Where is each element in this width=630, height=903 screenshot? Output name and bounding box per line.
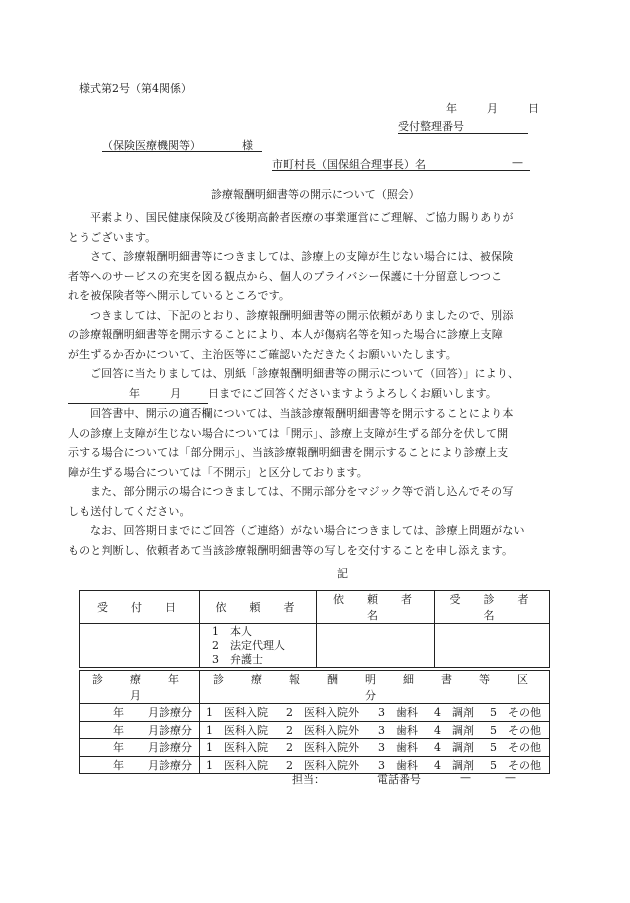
request-table xyxy=(79,590,550,668)
category-cell[interactable] xyxy=(200,721,550,739)
category-option: 5 その他 xyxy=(490,758,541,772)
header-reception-date: 受 付 日 xyxy=(80,591,200,624)
paragraph-line: 障が生ずる場合については「不開示」と区分しております。 xyxy=(68,465,368,479)
category-cell[interactable] xyxy=(200,704,550,722)
sender-label: 市町村長（国保組合理事長）名 xyxy=(272,158,426,171)
category-cell[interactable] xyxy=(200,756,550,774)
category-option: 2 医科入院外 xyxy=(286,758,359,772)
patient-name-cell[interactable] xyxy=(435,624,550,668)
row-year: 年 xyxy=(113,758,124,772)
category-option: 1 医科入院 xyxy=(206,723,268,737)
category-option: 4 調剤 xyxy=(434,706,474,720)
reception-number-label: 受付整理番号 xyxy=(398,120,464,133)
row-month: 月診療分 xyxy=(148,723,192,737)
paragraph-3 xyxy=(68,306,557,365)
phone-label: 電話番号 xyxy=(377,773,421,786)
date-line xyxy=(446,100,539,116)
table-row xyxy=(80,739,550,757)
paragraph-line: 者等へのサービスの充実を図る観点から、個人のプライバシー保護に十分留意しつつこ xyxy=(68,269,503,283)
header-requester: 依 頼 者 xyxy=(200,591,317,624)
row-month: 月診療分 xyxy=(148,758,192,772)
paragraph-line: 回答書中、開示の適否欄については、当該診療報酬明細書等を開示することにより本 xyxy=(90,407,514,420)
header-category: 診 療 報 酬 明 細 書 等 区 分 xyxy=(200,671,550,704)
paragraph-line: とうございます。 xyxy=(68,230,157,244)
reply-month: 月 xyxy=(170,386,182,400)
reply-request-line2: 日までにご回答くださいますようよろしくお願いします。 xyxy=(208,386,498,400)
category-option: 4 調剤 xyxy=(434,723,474,737)
row-month: 月診療分 xyxy=(148,706,192,720)
sender-dash: — xyxy=(512,156,523,169)
paragraph-5 xyxy=(68,482,557,521)
category-option: 2 医科入院外 xyxy=(286,723,359,737)
reply-year: 年 xyxy=(129,386,141,400)
reply-request-line1: ご回答に当たりましては、別紙「診療報酬明細書等の開示について（回答）」により、 xyxy=(90,367,520,380)
row-year: 年 xyxy=(113,706,124,720)
paragraph-line: つきましては、下記のとおり、診療報酬明細書等の開示依頼がありましたので、別添 xyxy=(90,308,514,322)
paragraph-line: さて、診療報酬明細書等につきましては、診療上の支障が生じない場合には、被保険 xyxy=(90,250,514,263)
reception-number-line xyxy=(398,133,528,134)
date-day: 日 xyxy=(528,102,539,115)
requester-option: 3 弁護士 xyxy=(212,653,263,666)
category-option: 5 その他 xyxy=(490,741,541,755)
category-option: 2 医科入院外 xyxy=(286,741,359,755)
requester-option: 1 本人 xyxy=(212,625,252,638)
treatment-month-cell[interactable] xyxy=(80,756,200,774)
ki-marker: 記 xyxy=(337,567,348,580)
table-row xyxy=(80,704,550,722)
treatment-month-cell[interactable] xyxy=(80,704,200,722)
addressee-line xyxy=(102,151,262,152)
requester-options-cell[interactable] xyxy=(200,624,317,668)
phone-dash-2: — xyxy=(505,771,516,784)
date-month: 月 xyxy=(487,102,498,115)
treatment-month-cell[interactable] xyxy=(80,721,200,739)
form-number: 様式第2号（第4関係） xyxy=(79,82,192,95)
body-paragraphs xyxy=(68,208,557,560)
category-option: 2 医科入院外 xyxy=(286,706,359,720)
paragraph-line: しも送付してください。 xyxy=(68,504,191,518)
paragraph-line: また、部分開示の場合につきましては、不開示部分をマジック等で消し込んでその写 xyxy=(90,485,514,498)
header-requester-name: 依 頼 者 名 xyxy=(317,591,435,624)
paragraph-6 xyxy=(68,521,557,560)
category-option: 1 医科入院 xyxy=(206,758,268,772)
paragraph-line: の診療報酬明細書等を開示することにより、本人が傷病名等を知った場合に診療上支障 xyxy=(68,328,503,341)
table-row xyxy=(80,721,550,739)
category-option: 1 医科入院 xyxy=(206,706,268,720)
row-year: 年 xyxy=(113,741,124,755)
treatment-month-cell[interactable] xyxy=(80,739,200,757)
requester-name-cell[interactable] xyxy=(317,624,435,668)
paragraph-line: 示する場合については「部分開示」、当該診療報酬明細書を開示することにより診療上支 xyxy=(68,446,509,459)
category-option: 5 その他 xyxy=(490,706,541,720)
header-treatment-month: 診 療 年 月 xyxy=(80,671,200,704)
paragraph-line: 平素より、国民健康保険及び後期高齢者医療の事業運営にご理解、ご協力賜りありが xyxy=(90,211,514,224)
paragraph-1 xyxy=(68,208,557,247)
phone-dash-1: — xyxy=(460,771,471,784)
requester-option: 2 法定代理人 xyxy=(212,639,285,652)
category-option: 3 歯科 xyxy=(378,758,418,772)
category-option: 3 歯科 xyxy=(378,741,418,755)
addressee-org: （保険医療機関等） xyxy=(102,139,201,152)
category-option: 3 歯科 xyxy=(378,706,418,720)
row-month: 月診療分 xyxy=(148,741,192,755)
reply-date-blank xyxy=(68,384,208,405)
category-option: 5 その他 xyxy=(490,723,541,737)
category-cell[interactable] xyxy=(200,739,550,757)
sender-line xyxy=(272,170,530,171)
paragraph-2 xyxy=(68,247,557,306)
document-title: 診療報酬明細書等の開示について（照会） xyxy=(211,188,420,201)
paragraph-line: ものと判断し、依頼者あて当該診療報酬明細書等の写しを交付することを申し添えます。 xyxy=(68,543,514,557)
category-option: 3 歯科 xyxy=(378,723,418,737)
row-year: 年 xyxy=(113,723,124,737)
paragraph-line: れを被保険者等へ開示しているところです。 xyxy=(68,289,291,302)
paragraph-4 xyxy=(68,404,557,482)
paragraph-line: が生ずるか否かについて、主治医等にご確認いただきたくお願いいたします。 xyxy=(68,347,457,361)
paragraph-line: なお、回答期日までにご回答（ご連絡）がない場合につきましては、診療上問題がない xyxy=(90,524,525,537)
paragraph-reply-request xyxy=(79,364,557,404)
reception-date-cell[interactable] xyxy=(80,624,200,668)
claims-table xyxy=(79,670,555,774)
category-option: 4 調剤 xyxy=(434,758,474,772)
category-option: 4 調剤 xyxy=(434,741,474,755)
paragraph-line: 人の診療上支障が生じない場合については「開示」、診療上支障が生ずる部分を伏して開 xyxy=(68,426,509,440)
date-year: 年 xyxy=(446,102,457,115)
category-option: 1 医科入院 xyxy=(206,741,268,755)
contact-label: 担当： xyxy=(292,773,325,786)
header-patient-name: 受 診 者 名 xyxy=(435,591,550,624)
addressee-honorific: 様 xyxy=(242,139,253,152)
